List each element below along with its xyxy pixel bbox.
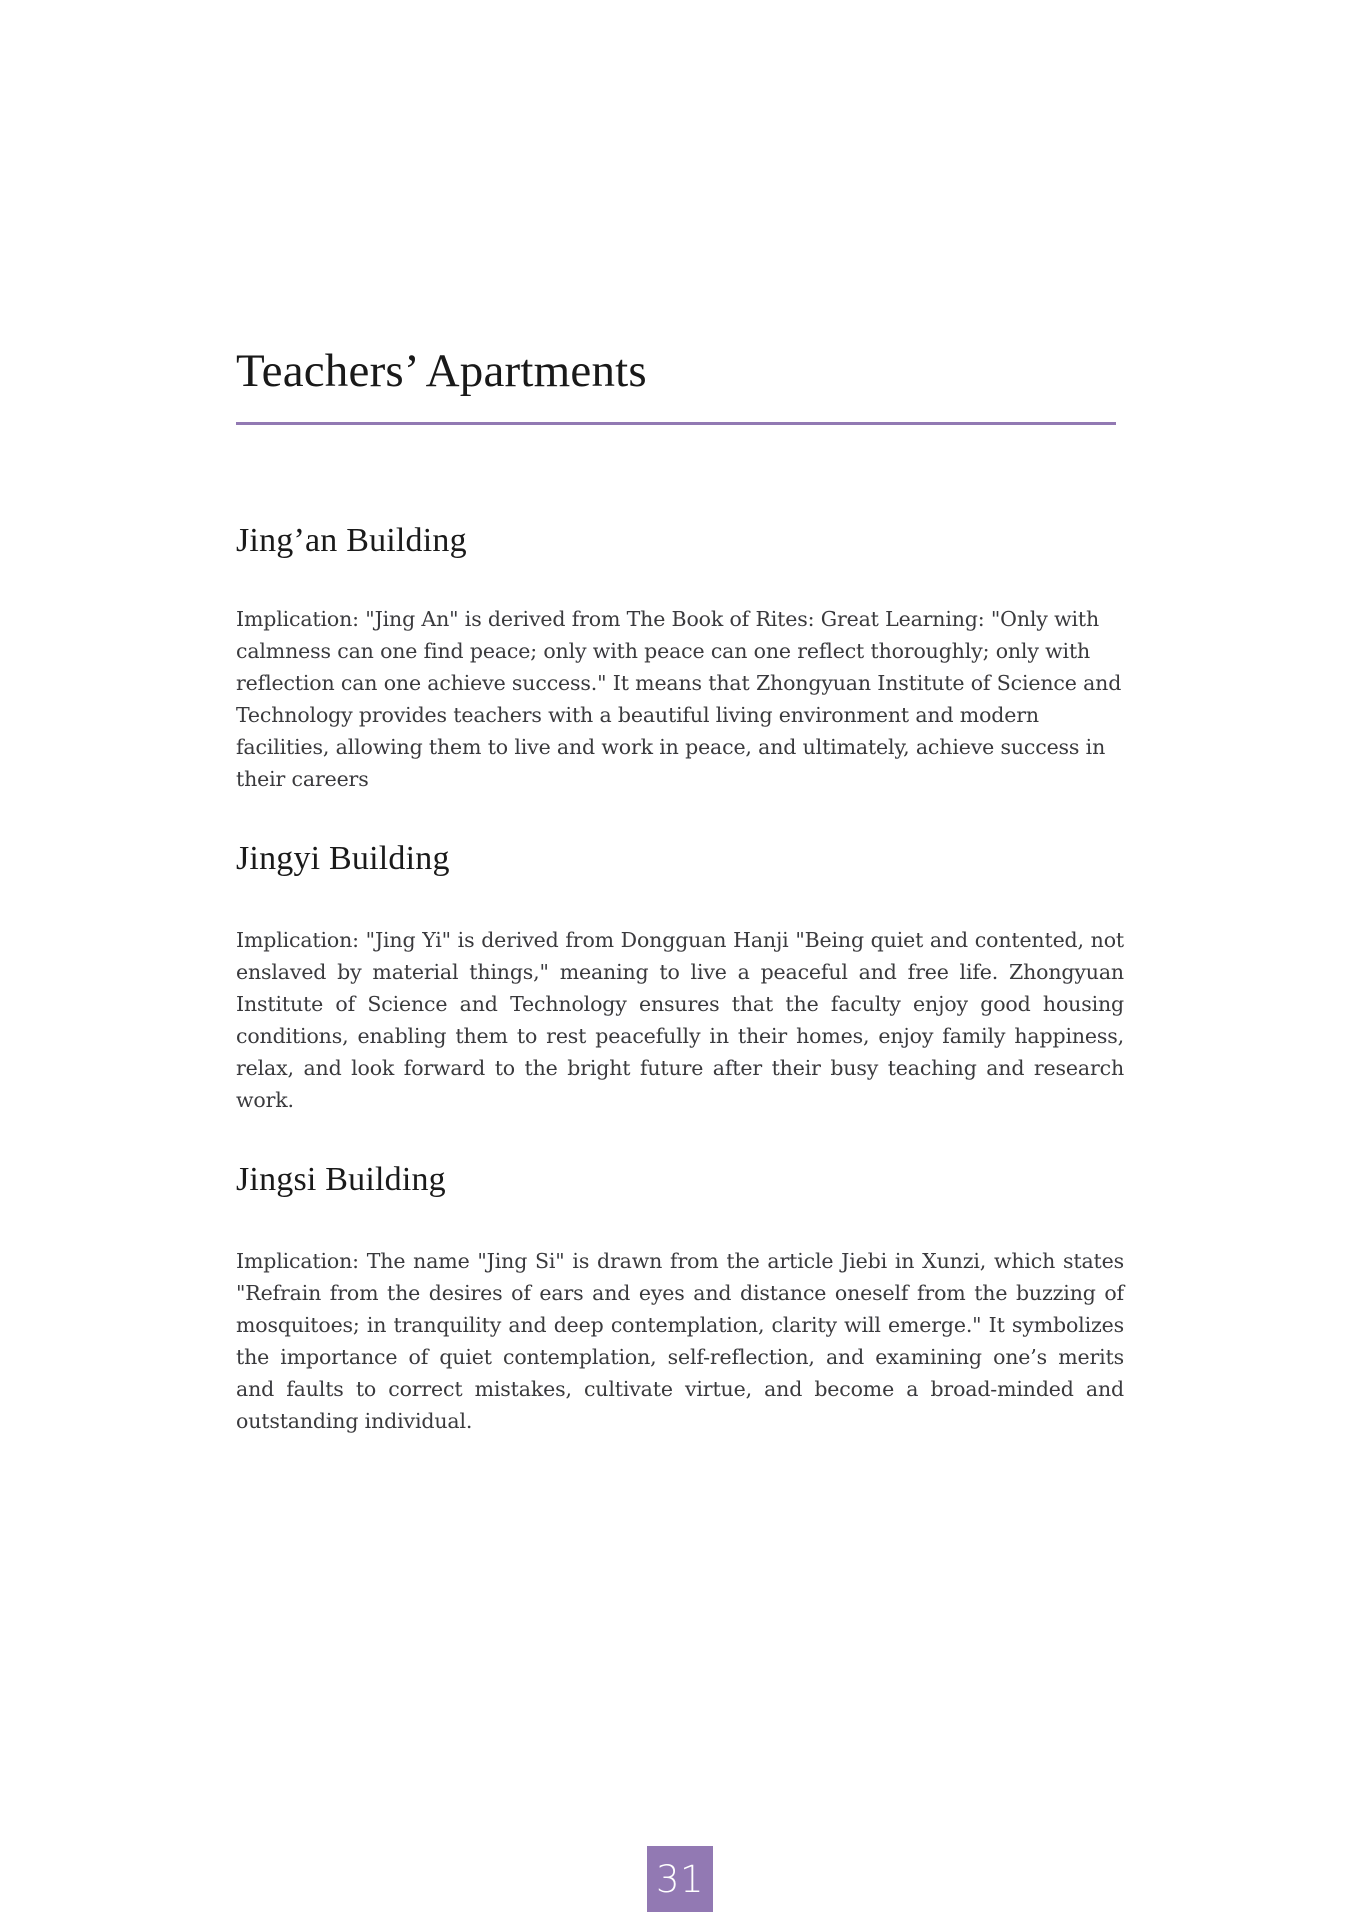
page-number-badge: 31 bbox=[647, 1846, 713, 1912]
section-body-jingyi: Implication: "Jing Yi" is derived from Dongguan Hanji "Being quiet and contented, not enslaved by material things," meaning to live a peaceful and free life. Zhongyuan Institute of Science and Technology ensures that the faculty enjoy good housing conditions, enabling them to rest peacefully in their homes, enjoy family happiness, relax, and look forward to the bright future after their busy teaching and research work. bbox=[236, 928, 1124, 1113]
section-jingyi bbox=[236, 839, 1128, 1116]
section-heading-jingan: Jing’an Building bbox=[236, 521, 467, 559]
section-jingsi bbox=[236, 1160, 1128, 1437]
title-divider bbox=[236, 422, 1116, 425]
section-jingan bbox=[236, 521, 1128, 796]
section-body-jingan: Implication: "Jing An" is derived from The Book of Rites: Great Learning: "Only with calmness can one find peace; only with peace can one reflect thoroughly; only with reflection can one achieve success." It means that Zhongyuan Institute of Science and Technology provides teachers with a beautiful living environment and modern facilities, allowing them to live and work in peace, and ultimately, achieve success in their careers bbox=[236, 607, 1122, 792]
page-title: Teachers’ Apartments bbox=[236, 345, 647, 397]
section-heading-jingyi: Jingyi Building bbox=[236, 840, 450, 878]
section-heading-jingsi: Jingsi Building bbox=[236, 1161, 446, 1199]
section-body-jingsi: Implication: The name "Jing Si" is drawn from the article Jiebi in Xunzi, which states "Refrain from the desires of ears and eyes and distance oneself from the buzzing of mosquitoes; in tranquility and deep contemplation, clarity will emerge." It symbolizes the importance of quiet contemplation, self-reflection, and examining one’s merits and faults to correct mistakes, cultivate virtue, and become a broad-minded and outstanding individual. bbox=[236, 1249, 1124, 1434]
page-content bbox=[236, 0, 1128, 1437]
